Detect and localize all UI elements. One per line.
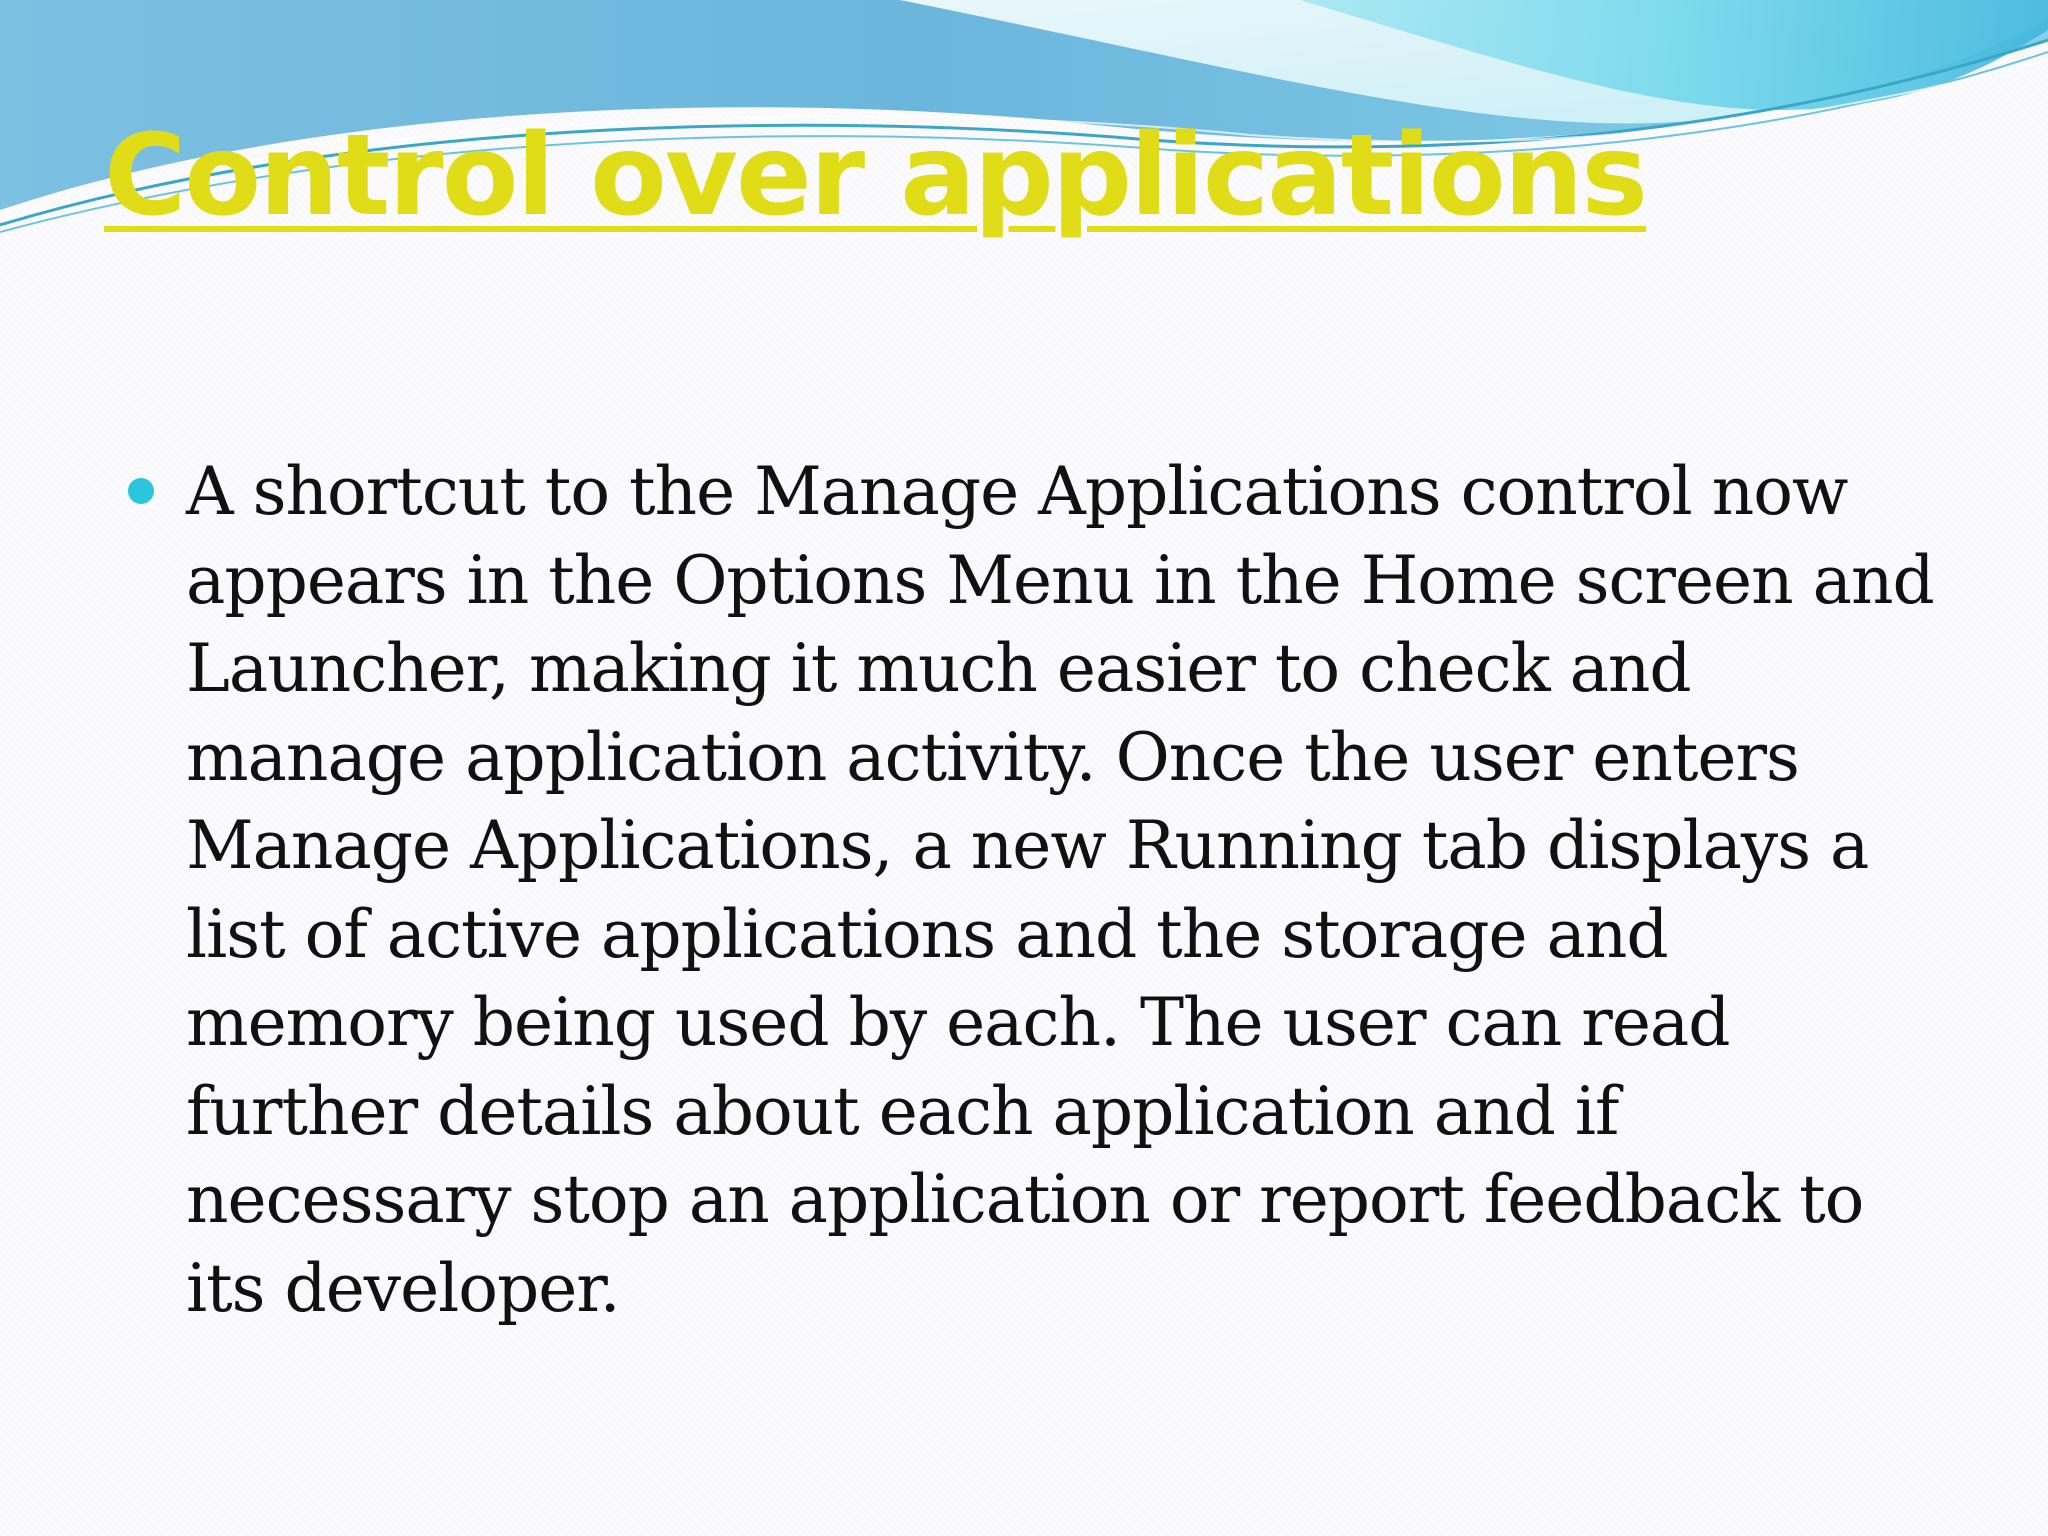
bullet-dot-icon: [128, 478, 154, 504]
bullet-list-item: [128, 448, 1948, 1333]
slide-title: Control over applications: [104, 111, 1647, 241]
bullet-text: A shortcut to the Manage Applications control now appears in the Options Menu in the Home screen and Launcher, making it much easier to check and manage application activity. Once the user enters Manage Applications, a new Running tab displays a list of active applications and the storage and memory being used by each. The user can read further details about each application and if necessary stop an application or report feedback to its developer.: [186, 453, 1934, 1327]
slide-body: [128, 448, 1948, 1333]
